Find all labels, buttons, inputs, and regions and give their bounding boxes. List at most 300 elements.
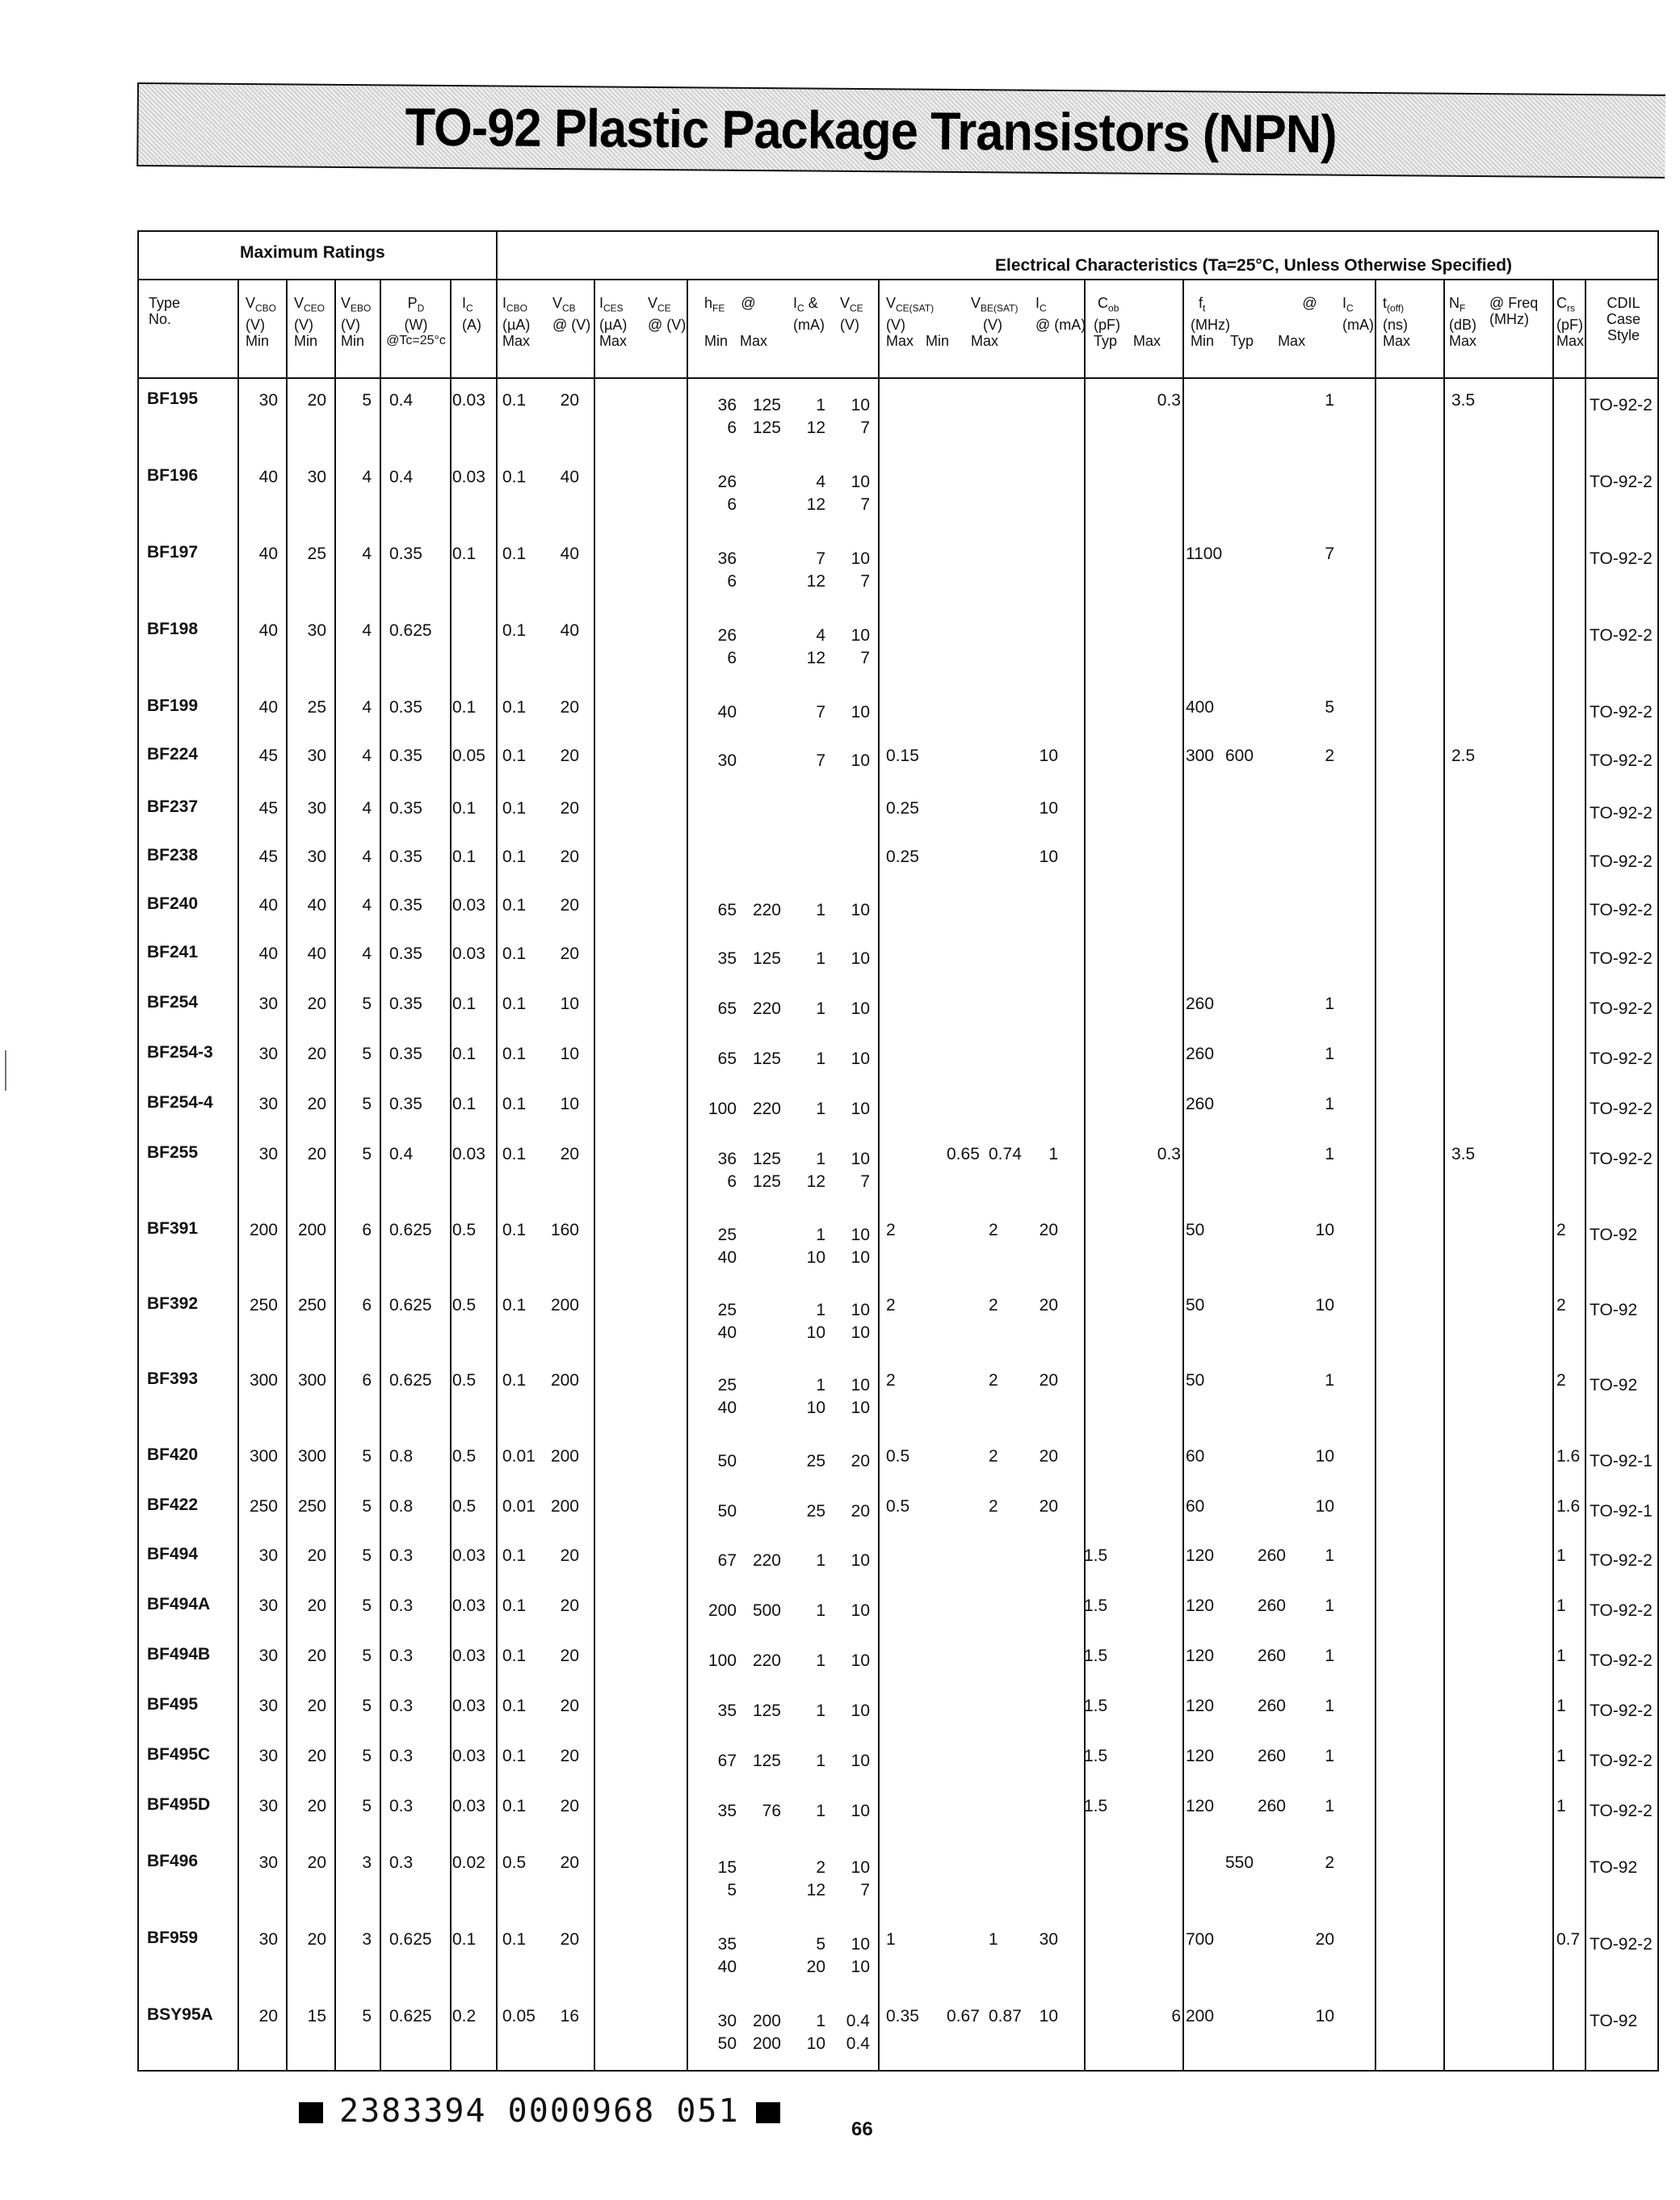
type-number: BF959 xyxy=(147,1929,199,1947)
cell-icbo: 0.1 xyxy=(502,747,527,765)
cell-vbesat-min: 0.65 xyxy=(947,1145,980,1163)
cell-vcb: 200 xyxy=(550,1296,579,1315)
cell-vcbo: 30 xyxy=(258,1647,278,1665)
cell-ft-min: 120 xyxy=(1186,1797,1215,1815)
cell-vcbo: 40 xyxy=(258,545,278,563)
cell-vebo: 4 xyxy=(362,896,372,915)
col-divider xyxy=(1182,279,1184,2070)
cell-case: TO-92-2 xyxy=(1590,1935,1653,1954)
cell-ic: 0.05 xyxy=(452,747,485,765)
cell-hfe-vce: 7 xyxy=(860,649,870,667)
cell-hfe-vce: 7 xyxy=(860,1881,870,1899)
cell-ft-min: 60 xyxy=(1186,1447,1205,1466)
type-number: BF494 xyxy=(147,1545,199,1563)
cell-hfe-ic: 1 xyxy=(816,1376,825,1394)
cell-icbo: 0.1 xyxy=(502,896,527,915)
cell-vceo: 20 xyxy=(307,1095,326,1113)
cell-vbesat-max: 2 xyxy=(989,1371,998,1390)
cell-icbo: 0.1 xyxy=(502,468,527,486)
cell-ft-min: 260 xyxy=(1186,1095,1215,1113)
cell-vebo: 5 xyxy=(362,391,372,410)
cell-ic: 0.5 xyxy=(452,1497,477,1516)
cell-vcb: 40 xyxy=(560,468,579,486)
cell-vceo: 20 xyxy=(307,1045,326,1063)
cell-hfe-min: 30 xyxy=(717,2012,737,2030)
title-banner xyxy=(136,82,1665,179)
cell-icbo: 0.1 xyxy=(502,944,527,963)
cell-hfe-ic: 5 xyxy=(816,1935,825,1954)
cell-cob-typ: 1.5 xyxy=(1084,1697,1108,1715)
cell-hfe-ic: 10 xyxy=(806,2034,825,2053)
cell-hfe-vce: 10 xyxy=(850,1100,870,1118)
cell-vebo: 5 xyxy=(362,1697,372,1715)
cell-pd: 0.625 xyxy=(389,621,432,640)
cell-icbo: 0.01 xyxy=(502,1447,536,1466)
cell-nf: 3.5 xyxy=(1451,1145,1476,1163)
cell-pd: 0.35 xyxy=(389,896,422,915)
cell-hfe-vce: 10 xyxy=(850,1248,870,1267)
cell-hfe-ic: 1 xyxy=(816,1702,825,1720)
cell-case: TO-92-2 xyxy=(1590,626,1653,645)
cell-hfe-ic: 1 xyxy=(816,1150,825,1168)
cell-ft-min: 700 xyxy=(1186,1930,1215,1949)
cell-sat-ic: 20 xyxy=(1039,1371,1058,1390)
header-vceo: $V_{CEO}$ (V) Min xyxy=(294,295,326,349)
cell-icbo: 0.1 xyxy=(502,1095,527,1113)
cell-ft-ic: 10 xyxy=(1315,1221,1334,1239)
cell-hfe-min: 6 xyxy=(727,495,737,514)
cell-icbo: 0.1 xyxy=(502,995,527,1013)
cell-ft-min: 200 xyxy=(1186,2007,1215,2025)
cell-case: TO-92 xyxy=(1590,1858,1638,1877)
cell-ic: 0.1 xyxy=(452,799,477,818)
cell-hfe-vce: 10 xyxy=(850,1323,870,1342)
cell-vcbo: 300 xyxy=(249,1371,278,1390)
cell-vceo: 30 xyxy=(307,747,326,765)
cell-vbesat-max: 1 xyxy=(989,1930,998,1949)
cell-hfe-vce: 10 xyxy=(850,1551,870,1570)
cell-vceo: 20 xyxy=(307,1797,326,1815)
cell-vebo: 5 xyxy=(362,1747,372,1765)
cell-vcb: 20 xyxy=(560,1596,579,1615)
cell-hfe-min: 36 xyxy=(717,396,737,414)
cell-vceo: 25 xyxy=(307,545,326,563)
cell-pd: 0.35 xyxy=(389,545,422,563)
cell-vcb: 20 xyxy=(560,896,579,915)
cell-vebo: 4 xyxy=(362,545,372,563)
cell-ic: 0.1 xyxy=(452,545,477,563)
header-toff: $t_{(off)}$ (ns) Max xyxy=(1383,295,1411,349)
cell-ic: 0.03 xyxy=(452,1546,485,1565)
cell-ft-min: 50 xyxy=(1186,1371,1205,1390)
cell-vbesat-max: 2 xyxy=(989,1296,998,1315)
cell-vcbo: 40 xyxy=(258,621,278,640)
cell-ft-ic: 1 xyxy=(1325,1546,1334,1565)
cell-vebo: 4 xyxy=(362,944,372,963)
type-number: BF495 xyxy=(147,1695,199,1714)
cell-vceo: 300 xyxy=(297,1447,326,1466)
cell-sat-ic: 20 xyxy=(1039,1447,1058,1466)
cell-vcbo: 30 xyxy=(258,1747,278,1765)
cell-icbo: 0.1 xyxy=(502,1930,527,1949)
cell-hfe-min: 100 xyxy=(708,1651,737,1670)
cell-pd: 0.625 xyxy=(389,2007,432,2025)
cell-ft-ic: 5 xyxy=(1325,698,1334,717)
cell-sat-ic: 30 xyxy=(1039,1930,1058,1949)
cell-crs: 2 xyxy=(1556,1221,1566,1239)
cell-hfe-ic: 1 xyxy=(816,949,825,968)
cell-hfe-max: 220 xyxy=(752,1651,781,1670)
cell-hfe-ic: 12 xyxy=(806,495,825,514)
cell-hfe-ic: 12 xyxy=(806,419,825,437)
cell-vceo: 250 xyxy=(297,1497,326,1516)
cell-hfe-min: 6 xyxy=(727,649,737,667)
cell-cob-max: 6 xyxy=(1171,2007,1181,2025)
cell-ft-ic: 2 xyxy=(1325,1853,1334,1872)
cell-vcbo: 250 xyxy=(249,1296,278,1315)
cell-hfe-max: 125 xyxy=(752,1050,781,1068)
page-number: 66 xyxy=(851,2118,873,2140)
barcode-block-icon xyxy=(756,2102,780,2123)
cell-crs: 0.7 xyxy=(1556,1930,1581,1949)
cell-ic: 0.5 xyxy=(452,1221,477,1239)
header-ft-ic: $I_C$ (mA) xyxy=(1342,295,1374,333)
cell-hfe-vce: 10 xyxy=(850,1958,870,1976)
cell-ft-min: 50 xyxy=(1186,1221,1205,1239)
cell-vceo: 300 xyxy=(297,1371,326,1390)
cell-hfe-ic: 25 xyxy=(806,1502,825,1521)
cell-vcb: 20 xyxy=(560,848,579,866)
cell-hfe-max: 200 xyxy=(752,2012,781,2030)
col-divider xyxy=(687,279,688,2070)
cell-ft-ic: 1 xyxy=(1325,1697,1334,1715)
cell-vebo: 4 xyxy=(362,698,372,717)
cell-hfe-vce: 10 xyxy=(850,999,870,1018)
cell-hfe-min: 15 xyxy=(717,1858,737,1877)
type-number: BF495C xyxy=(147,1745,211,1764)
cell-ic: 0.03 xyxy=(452,944,485,963)
cell-case: TO-92-2 xyxy=(1590,901,1653,919)
type-number: BF224 xyxy=(147,745,199,763)
col-divider xyxy=(1585,279,1586,2070)
cell-case: TO-92 xyxy=(1590,2012,1638,2030)
cell-hfe-min: 6 xyxy=(727,1172,737,1191)
cell-hfe-vce: 7 xyxy=(860,1172,870,1191)
cell-ft-ic: 10 xyxy=(1315,1296,1334,1315)
cell-ic: 0.03 xyxy=(452,1145,485,1163)
cell-vcbo: 250 xyxy=(249,1497,278,1516)
cell-hfe-min: 65 xyxy=(717,999,737,1018)
cell-ic: 0.1 xyxy=(452,995,477,1013)
cell-case: TO-92 xyxy=(1590,1226,1638,1244)
cell-hfe-ic: 7 xyxy=(816,549,825,568)
cell-hfe-vce: 10 xyxy=(850,1935,870,1954)
cell-hfe-vce: 10 xyxy=(850,703,870,721)
cell-case: TO-92-2 xyxy=(1590,852,1653,871)
cell-ic: 0.03 xyxy=(452,896,485,915)
cell-hfe-max: 220 xyxy=(752,901,781,919)
cell-vebo: 5 xyxy=(362,1095,372,1113)
cell-ft-min: 400 xyxy=(1186,698,1215,717)
cell-icbo: 0.05 xyxy=(502,2007,536,2025)
cell-hfe-vce: 10 xyxy=(850,626,870,645)
cell-hfe-min: 35 xyxy=(717,1702,737,1720)
cell-vcbo: 45 xyxy=(258,799,278,818)
col-divider xyxy=(878,279,880,2070)
cell-ft-ic: 1 xyxy=(1325,1596,1334,1615)
cell-cob-max: 0.3 xyxy=(1157,391,1181,410)
cell-ft-ic: 1 xyxy=(1325,1371,1334,1390)
cell-sat-ic: 10 xyxy=(1039,747,1058,765)
cell-hfe-ic: 1 xyxy=(816,999,825,1018)
group-header-divider xyxy=(139,279,1657,280)
cell-vcb: 10 xyxy=(560,1045,579,1063)
cell-hfe-vce: 7 xyxy=(860,495,870,514)
cell-hfe-vce: 20 xyxy=(850,1452,870,1470)
cell-ic: 0.1 xyxy=(452,698,477,717)
cell-vcesat: 2 xyxy=(886,1221,896,1239)
cell-case: TO-92-2 xyxy=(1590,1651,1653,1670)
cell-case: TO-92 xyxy=(1590,1376,1638,1394)
cell-vceo: 30 xyxy=(307,621,326,640)
cell-case: TO-92-1 xyxy=(1590,1502,1653,1521)
cell-vceo: 250 xyxy=(297,1296,326,1315)
header-ft: $f_t$ @ (MHz) Min Typ Max xyxy=(1191,295,1317,349)
cell-case: TO-92-2 xyxy=(1590,949,1653,968)
cell-hfe-min: 35 xyxy=(717,949,737,968)
cell-case: TO-92-2 xyxy=(1590,549,1653,568)
cell-icbo: 0.01 xyxy=(502,1497,536,1516)
cell-vceo: 30 xyxy=(307,848,326,866)
cell-vebo: 4 xyxy=(362,848,372,866)
cell-vebo: 4 xyxy=(362,747,372,765)
type-number: BF494A xyxy=(147,1595,211,1613)
col-divider xyxy=(594,279,595,2070)
cell-vcesat: 0.5 xyxy=(886,1497,910,1516)
cell-pd: 0.3 xyxy=(389,1853,414,1872)
cell-cob-typ: 1.5 xyxy=(1084,1747,1108,1765)
cell-hfe-min: 26 xyxy=(717,473,737,491)
type-number: BF422 xyxy=(147,1495,199,1514)
cell-hfe-max: 125 xyxy=(752,1150,781,1168)
cell-vcesat: 1 xyxy=(886,1930,896,1949)
cell-hfe-ic: 4 xyxy=(816,626,825,645)
cell-crs: 1 xyxy=(1556,1697,1566,1715)
cell-hfe-min: 40 xyxy=(717,1248,737,1267)
cell-hfe-min: 50 xyxy=(717,2034,737,2053)
group-electrical: Electrical Characteristics (Ta=25°C, Unless Otherwise Specified) xyxy=(995,256,1513,275)
cell-crs: 1 xyxy=(1556,1647,1566,1665)
type-number: BF393 xyxy=(147,1369,199,1388)
cell-pd: 0.35 xyxy=(389,799,422,818)
type-number: BF420 xyxy=(147,1445,199,1464)
cell-hfe-vce: 0.4 xyxy=(846,2034,870,2053)
cell-vcesat: 0.5 xyxy=(886,1447,910,1466)
cell-vebo: 6 xyxy=(362,1371,372,1390)
cell-vcbo: 40 xyxy=(258,468,278,486)
cell-pd: 0.8 xyxy=(389,1447,414,1466)
cell-cob-typ: 1.5 xyxy=(1084,1647,1108,1665)
cell-vcbo: 30 xyxy=(258,1546,278,1565)
cell-hfe-min: 25 xyxy=(717,1376,737,1394)
cell-hfe-ic: 7 xyxy=(816,703,825,721)
header-ices: $I_{CES}$ (µA) Max xyxy=(599,295,628,349)
type-number: BF195 xyxy=(147,389,199,408)
cell-vebo: 5 xyxy=(362,1145,372,1163)
cell-case: TO-92-2 xyxy=(1590,1150,1653,1168)
cell-pd: 0.625 xyxy=(389,1296,432,1315)
cell-vcb: 20 xyxy=(560,698,579,717)
cell-cob-typ: 1.5 xyxy=(1084,1797,1108,1815)
col-divider xyxy=(1443,279,1445,2070)
cell-vcbo: 30 xyxy=(258,1145,278,1163)
cell-hfe-max: 500 xyxy=(752,1601,781,1620)
header-case: CDIL Case Style xyxy=(1606,295,1641,343)
cell-hfe-vce: 10 xyxy=(850,1226,870,1244)
cell-ft-max: 260 xyxy=(1257,1747,1286,1765)
cell-vcb: 20 xyxy=(560,1930,579,1949)
cell-vcb: 200 xyxy=(550,1371,579,1390)
cell-hfe-min: 30 xyxy=(717,751,737,770)
cell-vbesat-max: 2 xyxy=(989,1447,998,1466)
cell-hfe-ic: 12 xyxy=(806,649,825,667)
cell-ic: 0.03 xyxy=(452,1596,485,1615)
cell-vcesat: 0.35 xyxy=(886,2007,919,2025)
cell-ic: 0.1 xyxy=(452,1930,477,1949)
cell-ft-min: 120 xyxy=(1186,1697,1215,1715)
cell-vcb: 20 xyxy=(560,944,579,963)
cell-hfe-ic: 10 xyxy=(806,1399,825,1417)
col-divider xyxy=(286,279,288,2070)
cell-icbo: 0.1 xyxy=(502,1145,527,1163)
cell-case: TO-92-2 xyxy=(1590,1551,1653,1570)
type-number: BF496 xyxy=(147,1852,199,1870)
cell-icbo: 0.1 xyxy=(502,1546,527,1565)
cell-vceo: 20 xyxy=(307,391,326,410)
cell-nf: 2.5 xyxy=(1451,747,1476,765)
cell-hfe-ic: 1 xyxy=(816,1752,825,1770)
cell-vebo: 4 xyxy=(362,621,372,640)
cell-hfe-min: 26 xyxy=(717,626,737,645)
cell-vbesat-max: 2 xyxy=(989,1221,998,1239)
cell-hfe-vce: 10 xyxy=(850,396,870,414)
cell-vcbo: 300 xyxy=(249,1447,278,1466)
cell-hfe-max: 125 xyxy=(752,396,781,414)
cell-sat-ic: 20 xyxy=(1039,1221,1058,1239)
cell-vebo: 4 xyxy=(362,468,372,486)
cell-hfe-vce: 10 xyxy=(850,1376,870,1394)
cell-case: TO-92-2 xyxy=(1590,1601,1653,1620)
cell-pd: 0.4 xyxy=(389,468,414,486)
type-number: BF197 xyxy=(147,543,199,562)
cell-hfe-vce: 10 xyxy=(850,1150,870,1168)
cell-vcbo: 30 xyxy=(258,391,278,410)
cell-hfe-ic: 1 xyxy=(816,2012,825,2030)
cell-hfe-ic: 10 xyxy=(806,1323,825,1342)
cell-ft-min: 50 xyxy=(1186,1296,1205,1315)
cell-icbo: 0.1 xyxy=(502,545,527,563)
cell-vcb: 20 xyxy=(560,391,579,410)
cell-ft-ic: 1 xyxy=(1325,1095,1334,1113)
cell-hfe-min: 100 xyxy=(708,1100,737,1118)
cell-ft-ic: 1 xyxy=(1325,995,1334,1013)
cell-hfe-ic: 20 xyxy=(806,1958,825,1976)
cell-vebo: 5 xyxy=(362,995,372,1013)
cell-crs: 1 xyxy=(1556,1797,1566,1815)
cell-pd: 0.625 xyxy=(389,1930,432,1949)
cell-pd: 0.3 xyxy=(389,1546,414,1565)
cell-hfe-min: 36 xyxy=(717,549,737,568)
cell-hfe-min: 67 xyxy=(717,1551,737,1570)
cell-sat-ic: 20 xyxy=(1039,1497,1058,1516)
header-sat-ic: $I_C$ @ (mA) xyxy=(1035,295,1086,333)
cell-vebo: 4 xyxy=(362,799,372,818)
cell-vceo: 20 xyxy=(307,1145,326,1163)
cell-hfe-max: 220 xyxy=(752,1100,781,1118)
header-pd: $P_D$ (W) @Tc=25°c xyxy=(386,295,446,347)
cell-hfe-vce: 10 xyxy=(850,949,870,968)
cell-vcesat: 0.25 xyxy=(886,848,919,866)
cell-vceo: 20 xyxy=(307,1546,326,1565)
cell-hfe-ic: 2 xyxy=(816,1858,825,1877)
cell-vcbo: 200 xyxy=(249,1221,278,1239)
header-vcbo: $V_{CBO}$ (V) Min xyxy=(246,295,277,349)
cell-ft-max: 260 xyxy=(1257,1596,1286,1615)
cell-vceo: 20 xyxy=(307,1697,326,1715)
cell-ft-ic: 10 xyxy=(1315,1447,1334,1466)
cell-vceo: 20 xyxy=(307,1596,326,1615)
cell-hfe-vce: 10 xyxy=(850,1702,870,1720)
cell-hfe-vce: 7 xyxy=(860,419,870,437)
cell-vceo: 40 xyxy=(307,896,326,915)
header-ic: $I_C$ (A) xyxy=(462,295,481,333)
cell-vebo: 5 xyxy=(362,1497,372,1516)
cell-ft-max: 260 xyxy=(1257,1647,1286,1665)
cell-ic: 0.1 xyxy=(452,1045,477,1063)
cell-icbo: 0.1 xyxy=(502,799,527,818)
cell-vceo: 30 xyxy=(307,468,326,486)
cell-vebo: 5 xyxy=(362,1797,372,1815)
cell-vcb: 20 xyxy=(560,1853,579,1872)
type-number: BF198 xyxy=(147,620,199,638)
cell-hfe-vce: 10 xyxy=(850,473,870,491)
cell-hfe-ic: 10 xyxy=(806,1248,825,1267)
cell-hfe-min: 200 xyxy=(708,1601,737,1620)
group-max-ratings: Maximum Ratings xyxy=(240,243,385,262)
cell-cob-typ: 1.5 xyxy=(1084,1596,1108,1615)
cell-vbesat-max: 2 xyxy=(989,1497,998,1516)
cell-vcesat: 2 xyxy=(886,1296,896,1315)
cell-vcbo: 30 xyxy=(258,1596,278,1615)
cell-vebo: 5 xyxy=(362,1447,372,1466)
cell-ft-min: 120 xyxy=(1186,1596,1215,1615)
cell-hfe-min: 50 xyxy=(717,1502,737,1521)
cell-sat-ic: 10 xyxy=(1039,799,1058,818)
cell-hfe-ic: 12 xyxy=(806,572,825,591)
cell-hfe-max: 200 xyxy=(752,2034,781,2053)
cell-case: TO-92-2 xyxy=(1590,804,1653,822)
header-type: Type No. xyxy=(149,295,181,327)
cell-case: TO-92-2 xyxy=(1590,396,1653,414)
cell-pd: 0.8 xyxy=(389,1497,414,1516)
type-number: BF241 xyxy=(147,943,199,961)
cell-vcbo: 45 xyxy=(258,747,278,765)
cell-icbo: 0.1 xyxy=(502,1797,527,1815)
cell-hfe-min: 25 xyxy=(717,1301,737,1319)
cell-pd: 0.3 xyxy=(389,1797,414,1815)
cell-case: TO-92-2 xyxy=(1590,703,1653,721)
cell-pd: 0.625 xyxy=(389,1371,432,1390)
